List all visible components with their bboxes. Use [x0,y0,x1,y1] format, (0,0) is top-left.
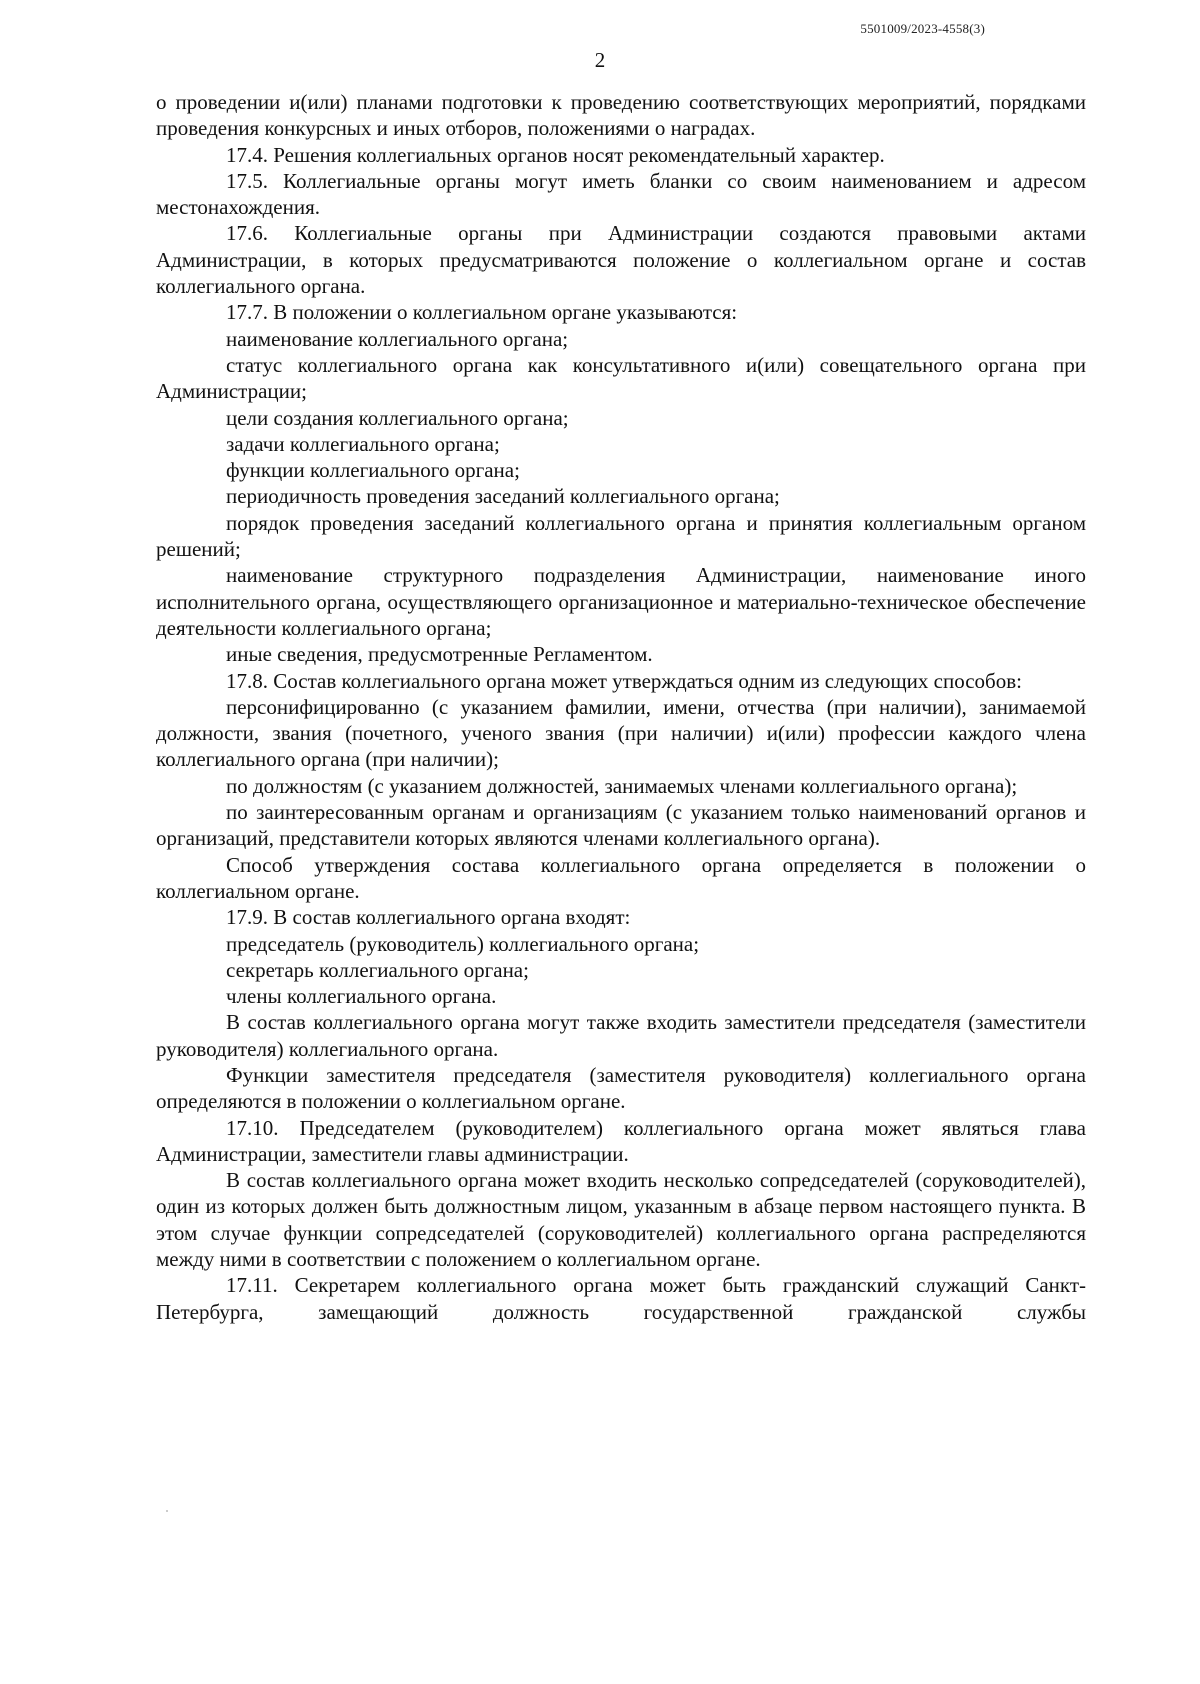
paragraph: В состав коллегиального органа может входить несколько сопредседателей (соруководителей), один из которых должен быть должностным лицом, указанным в абзаце первом настоящего пункта. В этом случае функции сопредседателей (соруководителей) коллегиального органа распределяются между ними в соответствии с положением о коллегиальном органе. [156,1168,1086,1272]
paragraph: 17.4. Решения коллегиальных органов носят рекомендательный характер. [226,142,885,167]
paragraph: иные сведения, предусмотренные Регламентом. [226,642,653,667]
paragraph: Способ утверждения состава коллегиального органа определяется в положении о коллегиальном органе. [156,852,1086,903]
paragraph: 17.6. Коллегиальные органы при Администрации создаются правовыми актами Администрации, в которых предусматриваются положение о коллегиальном органе и состав коллегиального органа. [156,221,1086,299]
paragraph: В состав коллегиального органа могут также входить заместители председателя (заместители руководителя) коллегиального органа. [156,1010,1086,1061]
paragraph: статус коллегиального органа как консультативного и(или) совещательного органа при Администрации; [156,352,1086,404]
paragraph: Функции заместителя председателя (заместителя руководителя) коллегиального органа определяются в положении о коллегиальном органе. [156,1062,1086,1114]
paragraph: наименование коллегиального органа; [226,326,569,351]
paragraph: секретарь коллегиального органа; [226,957,529,982]
document-registration-number: 5501009/2023-4558(3) [860,21,985,36]
paragraph: по должностям (с указанием должностей, занимаемых членами коллегиального органа); [226,773,1018,798]
paragraph: члены коллегиального органа. [226,984,497,1009]
paragraph: 17.11. Секретарем коллегиального органа может быть гражданский служащий Санкт-Петербурга, замещающий должность государственной гражданской службы [156,1273,1086,1324]
paragraph: наименование структурного подразделения Администрации, наименование иного исполнительного органа, осуществляющего организационное и материально-техническое обеспечение деятельности коллегиального органа; [156,563,1086,640]
paragraph: цели создания коллегиального органа; [226,405,569,430]
paragraph: 17.8. Состав коллегиального органа может утверждаться одним из следующих способов: [226,668,1022,693]
paragraph: 17.9. В состав коллегиального органа входят: [226,905,631,930]
paragraph: 17.5. Коллегиальные органы могут иметь бланки со своим наименованием и адресом местонахождения. [156,168,1086,220]
paragraph: 17.7. В положении о коллегиальном органе указываются: [226,300,738,325]
paragraph: персонифицированно (с указанием фамилии, имени, отчества (при наличии), занимаемой должности, звания (почетного, ученого звания (при наличии) и(или) профессии каждого члена коллегиального органа (при наличии); [156,694,1086,772]
paragraph: по заинтересованным органам и организациям (с указанием только наименований органов и организаций, представители которых являются членами коллегиального органа). [156,800,1086,851]
document-body [156,89,1086,1325]
scan-artifact [166,1510,168,1512]
paragraph: председатель (руководитель) коллегиального органа; [226,931,700,956]
page-number: 2 [594,48,606,72]
paragraph: задачи коллегиального органа; [226,431,500,456]
paragraph: 17.10. Председателем (руководителем) коллегиального органа может являться глава Администрации, заместители главы администрации. [156,1115,1086,1166]
paragraph: периодичность проведения заседаний коллегиального органа; [226,484,780,509]
paragraph: о проведении и(или) планами подготовки к проведению соответствующих мероприятий, порядками проведения конкурсных и иных отборов, положениями о наградах. [156,90,1086,141]
paragraph: функции коллегиального органа; [226,458,520,483]
paragraph: порядок проведения заседаний коллегиального органа и принятия коллегиальным органом решений; [156,510,1086,562]
